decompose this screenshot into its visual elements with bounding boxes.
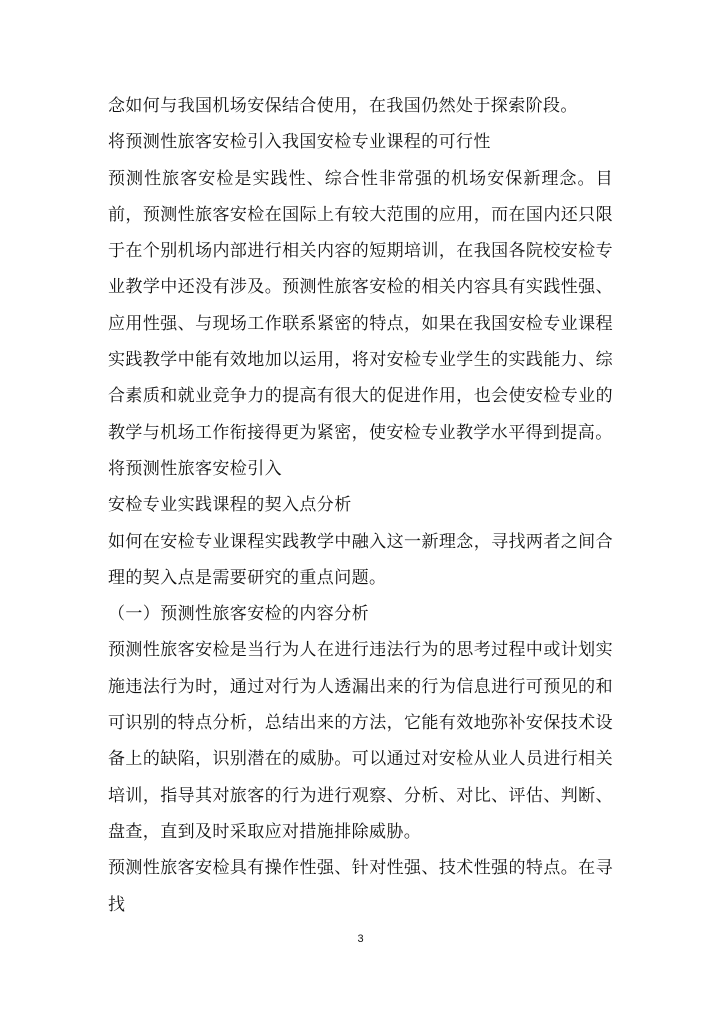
subsection-heading-content-analysis: （一）预测性旅客安检的内容分析 [108, 604, 369, 625]
section-heading-entry-point: 安检专业实践课程的契入点分析 [108, 495, 352, 516]
document-body [108, 88, 613, 923]
paragraph-continuation: 念如何与我国机场安保结合使用，在我国仍然处于探索阶段。 [108, 96, 578, 116]
section-heading-introduce: 将预测性旅客安检引入 [108, 458, 282, 479]
paragraph-characteristics: 预测性旅客安检具有操作性强、针对性强、技术性强的特点。在寻找 [108, 858, 613, 915]
page-number: 3 [357, 933, 364, 945]
section-heading-feasibility: 将预测性旅客安检引入我国安检专业课程的可行性 [108, 132, 491, 153]
paragraph-entry-point: 如何在安检专业课程实践教学中融入这一新理念，寻找两者之间合理的契入点是需要研究的重点问题。 [108, 531, 613, 588]
paragraph-feasibility: 预测性旅客安检是实践性、综合性非常强的机场安保新理念。目前，预测性旅客安检在国际上有较大范围的应用，而在国内还只限于在个别机场内部进行相关内容的短期培训，在我国各院校安检专业教学中还没有涉及。预测性旅客安检的相关内容具有实践性强、应用性强、与现场工作联系紧密的特点，如果在我国安检专业课程实践教学中能有效地加以运用，将对安检专业学生的实践能力、综合素质和就业竞争力的提高有很大的促进作用，也会使安检专业的教学与机场工作衔接得更为紧密，使安检专业教学水平得到提高。 [108, 168, 613, 443]
paragraph-content-analysis: 预测性旅客安检是当行为人在进行违法行为的思考过程中或计划实施违法行为时，通过对行为人透漏出来的行为信息进行可预见的和可识别的特点分析，总结出来的方法，它能有效地弥补安保技术设备上的缺陷，识别潜在的威胁。可以通过对安检从业人员进行相关培训，指导其对旅客的行为进行观察、分析、对比、评估、判断、盘查，直到及时采取应对措施排除威胁。 [108, 640, 613, 842]
